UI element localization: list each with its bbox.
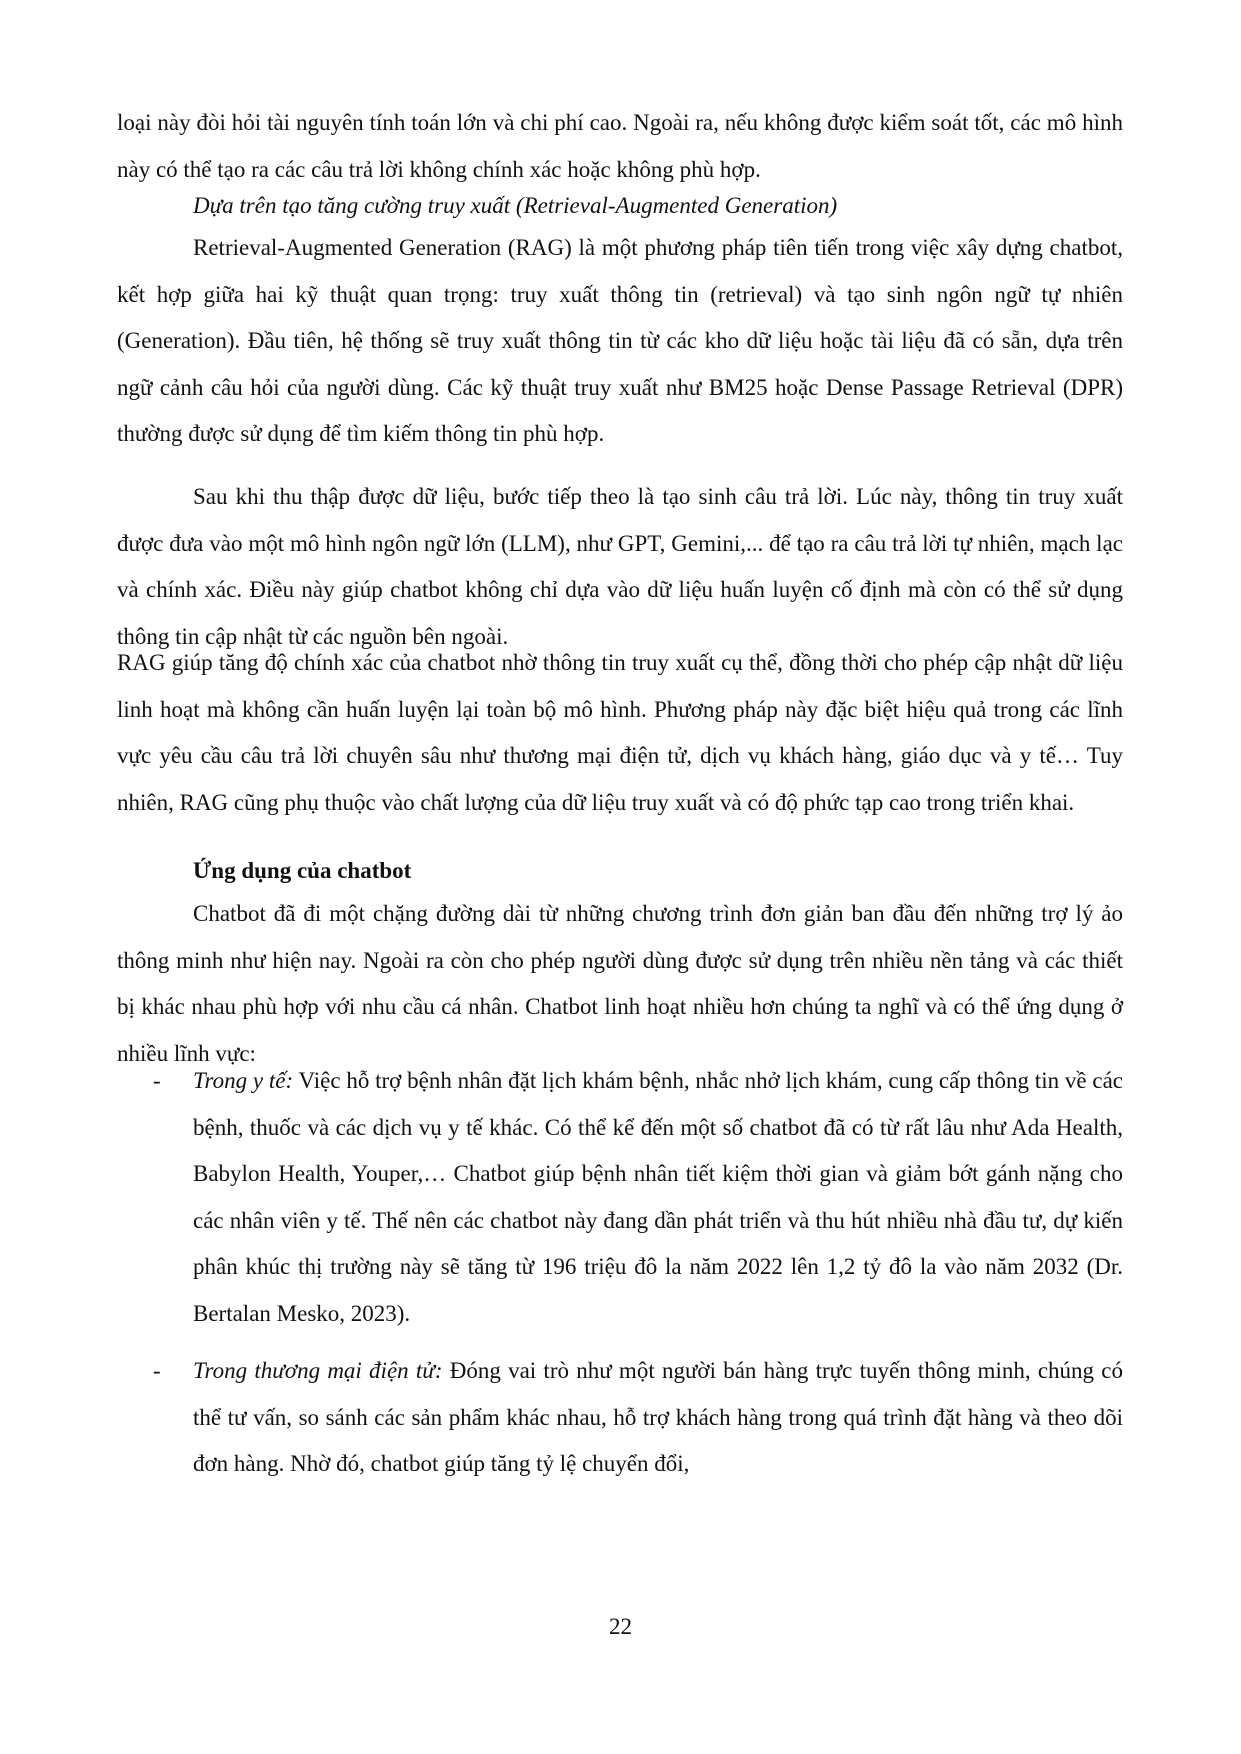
list-item-label: Trong thương mại điện tử:	[193, 1358, 443, 1383]
list-item-text	[193, 1348, 1123, 1488]
paragraph-resource-cost: loại này đòi hỏi tài nguyên tính toán lớn và chi phí cao. Ngoài ra, nếu không được kiểm soát tốt, các mô hình này có thể tạo ra các câu trả lời không chính xác hoặc không phù hợp.	[117, 110, 1123, 182]
page-number: 22	[609, 1614, 632, 1639]
list-item-text	[193, 1058, 1123, 1337]
subheading-rag: Dựa trên tạo tăng cường truy xuất (Retrieval-Augmented Generation)	[193, 193, 838, 218]
paragraph-chatbot-intro: Chatbot đã đi một chặng đường dài từ những chương trình đơn giản ban đầu đến những trợ lý ảo thông minh như hiện nay. Ngoài ra còn cho phép người dùng được sử dụng trên nhiều nền tảng và các thiết bị khác nhau phù hợp với nhu cầu cá nhân. Chatbot linh hoạt nhiều hơn chúng ta nghĩ và có thể ứng dụng ở nhiều lĩnh vực:	[117, 901, 1123, 1066]
paragraph-rag-generation: Sau khi thu thập được dữ liệu, bước tiếp theo là tạo sinh câu trả lời. Lúc này, thông tin truy xuất được đưa vào một mô hình ngôn ngữ lớn (LLM), như GPT, Gemini,... để tạo ra câu trả lời tự nhiên, mạch lạc và chính xác. Điều này giúp chatbot không chỉ dựa vào dữ liệu huấn luyện cố định mà còn có thể sử dụng thông tin cập nhật từ các nguồn bên ngoài.	[117, 484, 1123, 649]
paragraph-rag-definition: Retrieval-Augmented Generation (RAG) là một phương pháp tiên tiến trong việc xây dựng chatbot, kết hợp giữa hai kỹ thuật quan trọng: truy xuất thông tin (retrieval) và tạo sinh ngôn ngữ tự nhiên (Generation). Đầu tiên, hệ thống sẽ truy xuất thông tin từ các kho dữ liệu hoặc tài liệu đã có sẵn, dựa trên ngữ cảnh câu hỏi của người dùng. Các kỹ thuật truy xuất như BM25 hoặc Dense Passage Retrieval (DPR) thường được sử dụng để tìm kiếm thông tin phù hợp.	[117, 235, 1123, 446]
list-bullet: -	[153, 1068, 161, 1093]
list-item	[117, 1058, 1123, 1348]
list-item-body: Đóng vai trò như một người bán hàng trực tuyến thông minh, chúng có thể tư vấn, so sánh các sản phẩm khác nhau, hỗ trợ khách hàng trong quá trình đặt hàng và theo dõi đơn hàng. Nhờ đó, chatbot giúp tăng tỷ lệ chuyển đổi,	[193, 1358, 1123, 1476]
list-bullet: -	[153, 1358, 161, 1383]
paragraph-rag-benefits: RAG giúp tăng độ chính xác của chatbot nhờ thông tin truy xuất cụ thể, đồng thời cho phép cập nhật dữ liệu linh hoạt mà không cần huấn luyện lại toàn bộ mô hình. Phương pháp này đặc biệt hiệu quả trong các lĩnh vực yêu cầu câu trả lời chuyên sâu như thương mại điện tử, dịch vụ khách hàng, giáo dục và y tế… Tuy nhiên, RAG cũng phụ thuộc vào chất lượng của dữ liệu truy xuất và có độ phức tạp cao trong triển khai.	[117, 650, 1123, 815]
list-item-label: Trong y tế:	[193, 1068, 294, 1093]
list-item	[117, 1348, 1123, 1488]
list-item-body: Việc hỗ trợ bệnh nhân đặt lịch khám bệnh, nhắc nhở lịch khám, cung cấp thông tin về các bệnh, thuốc và các dịch vụ y tế khác. Có thể kể đến một số chatbot đã có từ rất lâu như Ada Health, Babylon Health, Youper,… Chatbot giúp bệnh nhân tiết kiệm thời gian và giảm bớt gánh nặng cho các nhân viên y tế. Thế nên các chatbot này đang dần phát triển và thu hút nhiều nhà đầu tư, dự kiến phân khúc thị trường này sẽ tăng từ 196 triệu đô la năm 2022 lên 1,2 tỷ đô la vào năm 2032 (Dr. Bertalan Mesko, 2023).	[193, 1068, 1123, 1326]
section-heading-chatbot-applications: Ứng dụng của chatbot	[193, 858, 412, 883]
